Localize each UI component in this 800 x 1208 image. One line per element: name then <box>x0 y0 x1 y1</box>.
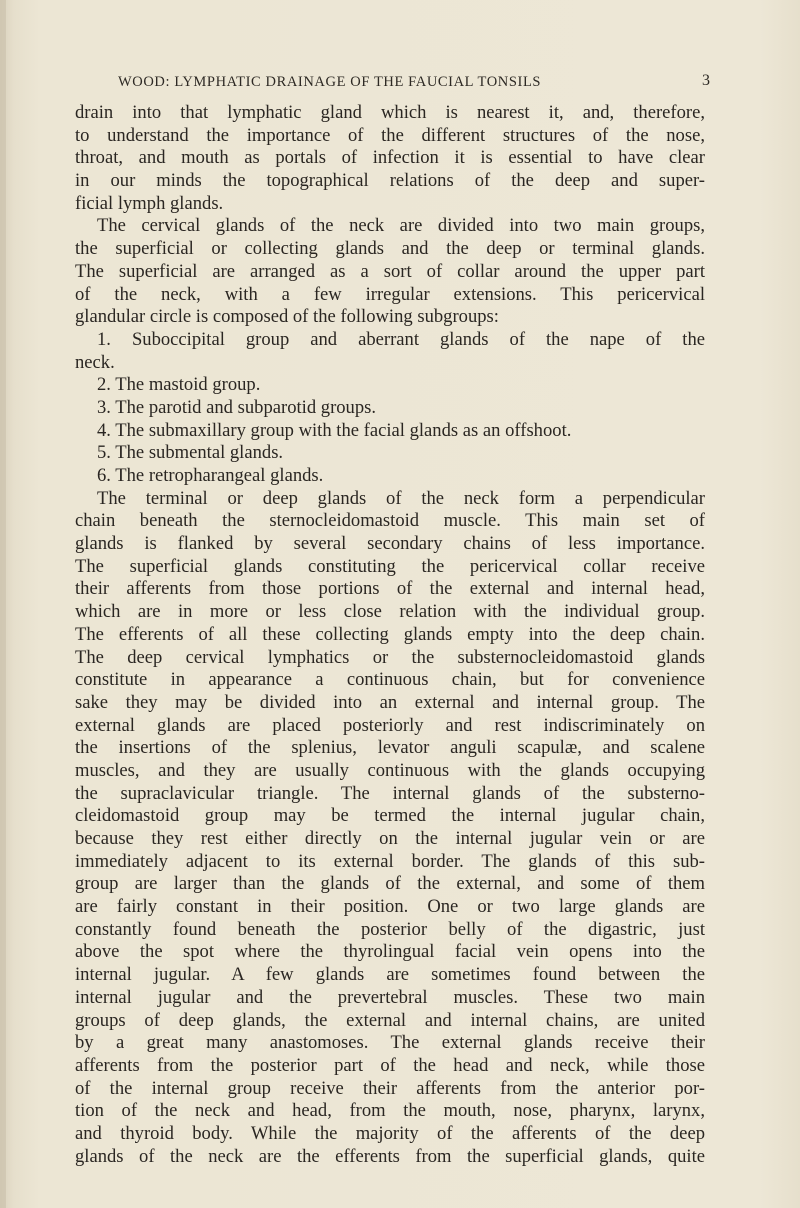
text-line: internal jugular. A few glands are sometimes found between the <box>75 964 705 986</box>
text-line: immediately adjacent to its external border. The glands of this sub- <box>75 850 705 872</box>
text-line: in our minds the topographical relations of the deep and super- <box>75 170 705 192</box>
text-line: The cervical glands of the neck are divided into two main groups, <box>97 215 705 237</box>
text-line: because they rest either directly on the internal jugular vein or are <box>75 828 705 849</box>
text-line: group are larger than the glands of the external, and some of them <box>75 873 705 895</box>
text-line: to understand the importance of the different structures of the nose, <box>75 124 705 146</box>
text-line: The efferents of all these collecting glands empty into the deep chain. <box>75 623 705 645</box>
list-item: 1. Suboccipital group and aberrant glands of the nape of the <box>97 328 705 350</box>
text-line: glandular circle is composed of the following subgroups: <box>75 306 499 328</box>
text-line: chain beneath the sternocleidomastoid muscle. This main set of <box>75 510 705 532</box>
text-line: tion of the neck and head, from the mouth, nose, pharynx, larynx, <box>75 1100 705 1122</box>
list-item: 4. The submaxillary group with the facial glands as an offshoot. <box>97 419 572 441</box>
text-line: above the spot where the thyrolingual facial vein opens into the <box>75 941 705 963</box>
text-line: afferents from the posterior part of the head and neck, while those <box>75 1054 705 1076</box>
running-title: WOOD: LYMPHATIC DRAINAGE OF THE FAUCIAL TONSILS <box>118 74 542 90</box>
text-line: their afferents from those portions of the external and internal head, <box>75 578 705 600</box>
text-line: ficial lymph glands. <box>75 192 224 214</box>
list-item: 5. The submental glands. <box>97 442 284 464</box>
text-line: which are in more or less close relation with the individual group. <box>75 601 705 623</box>
text-line: throat, and mouth as portals of infection it is essential to have clear <box>75 147 705 169</box>
running-head <box>118 74 718 91</box>
text-line: cleidomastoid group may be termed the internal jugular chain, <box>75 805 705 827</box>
text-line: glands of the neck are the efferents from the superficial glands, quite <box>75 1145 705 1167</box>
page-spine-shadow <box>0 0 6 1208</box>
list-item: 6. The retropharangeal glands. <box>97 465 324 486</box>
text-line: neck. <box>75 351 115 373</box>
list-item: 3. The parotid and subparotid groups. <box>97 396 377 418</box>
text-line: and thyroid body. While the majority of the afferents of the deep <box>75 1122 705 1144</box>
page-number: 3 <box>702 72 710 89</box>
text-line: sake they may be divided into an external and internal group. The <box>75 691 705 713</box>
text-line: The terminal or deep glands of the neck form a perpendicular <box>97 487 705 509</box>
text-line: constitute in appearance a continuous chain, but for convenience <box>75 669 705 691</box>
text-line: internal jugular and the prevertebral muscles. These two main <box>75 986 705 1008</box>
text-line: The superficial glands constituting the pericervical collar receive <box>75 555 705 577</box>
text-line: drain into that lymphatic gland which is nearest it, and, therefore, <box>75 102 705 123</box>
text-line: muscles, and they are usually continuous with the glands occupying <box>75 759 705 781</box>
text-line: of the internal group receive their afferents from the anterior por- <box>75 1077 705 1099</box>
text-line: groups of deep glands, the external and internal chains, are united <box>75 1009 705 1031</box>
text-line: the insertions of the splenius, levator anguli scapulæ, and scalene <box>75 737 705 759</box>
text-line: the superficial or collecting glands and the deep or terminal glands. <box>75 238 705 260</box>
text-line: of the neck, with a few irregular extensions. This pericervical <box>75 283 705 305</box>
text-line: The superficial are arranged as a sort of collar around the upper part <box>75 260 705 282</box>
text-line: The deep cervical lymphatics or the substernocleidomastoid glands <box>75 646 705 668</box>
text-line: are fairly constant in their position. One or two large glands are <box>75 896 705 918</box>
list-item: 2. The mastoid group. <box>97 374 261 396</box>
body-text <box>75 102 705 1168</box>
text-line: by a great many anastomoses. The external glands receive their <box>75 1032 705 1054</box>
text-line: constantly found beneath the posterior belly of the digastric, just <box>75 918 705 940</box>
text-line: external glands are placed posteriorly and rest indiscriminately on <box>75 714 705 736</box>
text-line: glands is flanked by several secondary chains of less importance. <box>75 533 705 555</box>
text-line: the supraclavicular triangle. The internal glands of the substerno- <box>75 782 705 804</box>
